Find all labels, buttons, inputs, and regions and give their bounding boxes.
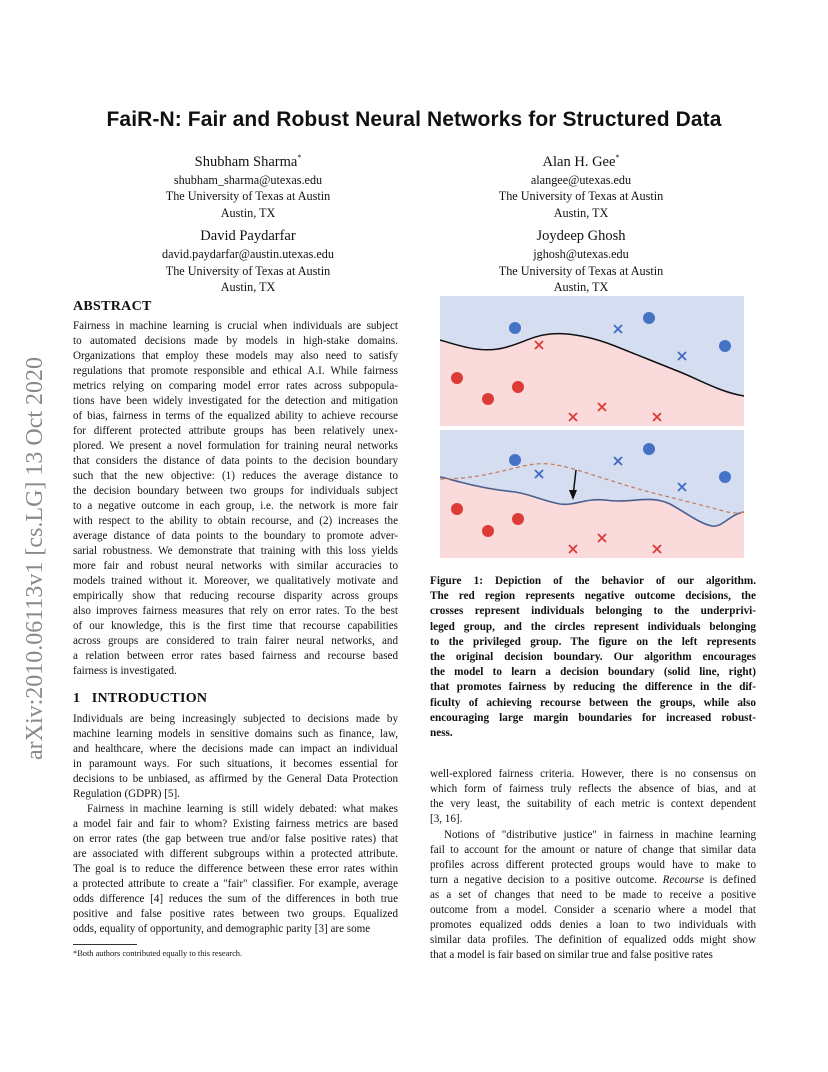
text-line: also improves fairness measures that rely on error rates. To the best	[73, 605, 398, 617]
author-affiliation: The University of Texas at Austin	[498, 189, 664, 204]
text-line: crosses represent individuals belonging to the underprivi-	[430, 605, 756, 618]
section-number: 1	[73, 691, 81, 706]
arxiv-stamp	[2, 290, 48, 760]
author-affiliation: The University of Texas at Austin	[165, 263, 331, 278]
circle-marker	[451, 503, 463, 515]
text-line: well-explored fairness criteria. However, there is no consensus on	[430, 768, 756, 780]
intro-paragraph-2	[73, 802, 398, 937]
text-line: that promotes fairness by reducing the difference in the dif-	[430, 681, 756, 694]
circle-marker	[719, 340, 731, 352]
text-line: similar data profiles. The definition of equalized odds might show	[430, 934, 756, 946]
author-location: Austin, TX	[553, 280, 609, 294]
text-line: decisions to be unbiased, as affirmed by the General Data Protection	[73, 773, 398, 785]
text-line: empirically show that reducing recourse disparity across groups	[73, 590, 398, 602]
figure-1	[430, 296, 755, 560]
circle-marker	[512, 381, 524, 393]
text-line: the model to learn a decision boundary (solid line, right)	[430, 666, 756, 679]
author-mark: *	[297, 153, 302, 162]
text-line: machine learning models in sensitive domains such as finance, law,	[73, 728, 398, 740]
text-line: such that the new objective: (1) reduces the average distance to	[73, 470, 398, 482]
author-email: david.paydarfar@austin.utexas.edu	[162, 247, 334, 261]
recourse-term: Recourse	[662, 874, 704, 886]
text-line: that considers the distance of data points to the decision boundary	[73, 455, 398, 467]
text-line: ficulty of achieving recourse between the groups, while also	[430, 696, 756, 709]
text-line: that a model is fair based on similar true and false positive rates	[430, 949, 713, 961]
text-line: odds difference [4] reduces the sum of the differences in both true	[73, 893, 398, 905]
text-line: of our knowledge, this is the first time that recourse capabilities	[73, 620, 398, 632]
figure-panel-original	[440, 296, 744, 426]
author-location: Austin, TX	[220, 205, 276, 220]
author-location: Austin, TX	[220, 280, 276, 294]
text-line: a relation between error rates based fairness and recourse based	[73, 650, 398, 662]
footnote: *Both authors contributed equally to this research.	[73, 949, 243, 958]
text-line: regulations that promote responsible and ethical A.I. While fairness	[73, 365, 398, 377]
text-line: models trained without it. Moreover, we qualitatively motivate and	[73, 575, 398, 587]
text-line: odds, equality of opportunity, and demographic parity [3] are some	[73, 923, 371, 935]
text-line: a protected attribute to create a "fair" classifier. For example, average	[73, 878, 398, 890]
author-mark: *	[615, 153, 620, 162]
author-email: jghosh@utexas.edu	[533, 247, 629, 261]
author-name: Joydeep Ghosh	[536, 228, 626, 244]
intro-paragraph-1	[73, 712, 398, 802]
text-line: ness.	[430, 727, 453, 740]
text-line: Individuals are being increasingly subjected to decisions made by	[73, 713, 398, 725]
recourse-rest: is defined	[703, 874, 756, 886]
text-line: to automated decisions made by models in high-stake domains.	[73, 335, 398, 347]
text-line: the original decision boundary. Our algorithm encourages	[430, 651, 756, 664]
text-line: positive and false positive rates between two groups. Equalized	[73, 908, 398, 920]
circle-marker	[719, 471, 731, 483]
text-line: The goal is to reduce the difference between these error rates within	[73, 863, 398, 875]
text-line: [3, 16].	[430, 813, 463, 825]
author-affiliation: The University of Texas at Austin	[165, 189, 331, 204]
text-line: across groups are considered to train fairer neural networks, and	[73, 635, 398, 647]
text-line: encouraging large margin boundaries for increased robust-	[430, 711, 756, 724]
text-line: in paramount ways. For such situations, it becomes essential for	[73, 758, 398, 770]
text-line: fairness is investigated.	[73, 665, 177, 677]
text-line: as a set of changes that need to be made to receive a positive	[430, 889, 756, 901]
text-line: of bias, fairness in terms of the equalized ability to achieve recourse	[73, 410, 398, 422]
author-email: alangee@utexas.edu	[530, 172, 632, 187]
abstract-heading: ABSTRACT	[73, 299, 152, 314]
text-line: fail to account for the amount or nature of change that similar data	[430, 844, 756, 856]
circle-marker	[509, 454, 521, 466]
circle-marker	[451, 372, 463, 384]
text-line: leged group, and the circles represent individuals belonging	[430, 620, 756, 633]
text-line: the decision boundary between two groups for individuals subject	[73, 485, 398, 497]
text-line: promotes equalized odds denies a loan to two individuals with	[430, 919, 756, 931]
text-line: with respect to the ability to obtain recourse, and (2) increases the	[73, 515, 398, 527]
author-email: shubham_sharma@utexas.edu	[173, 172, 323, 187]
section-title: INTRODUCTION	[91, 691, 208, 706]
footnote-rule	[73, 944, 137, 945]
text-line: to the privileged group. The figure on the left represents	[430, 635, 756, 648]
figure-panel-learned	[440, 430, 744, 558]
circle-marker	[482, 393, 494, 405]
text-line: outcome from a model. Consider a scenario where a model that	[430, 904, 756, 916]
circle-marker	[643, 443, 655, 455]
text-line: metrics relying on comparing model error rates across subpopula-	[73, 380, 398, 392]
text-line: Figure 1: Depiction of the behavior of our algorithm.	[430, 575, 756, 587]
text-line: average distance of data points to the boundary to promote adver-	[73, 530, 398, 542]
author-name: Alan H. Gee	[542, 153, 616, 170]
text-line: plored. We present a novel formulation for training neural networks	[73, 440, 398, 452]
author-name: David Paydarfar	[200, 228, 296, 244]
section-heading-introduction	[73, 691, 207, 707]
text-line: for different protected attribute groups has been relatively unex-	[73, 425, 398, 437]
text-line: more fair and robust neural networks with similar accuracies to	[73, 560, 398, 572]
text-line: and healthcare, where the decisions made can impact an individual	[73, 743, 398, 755]
circle-marker	[643, 312, 655, 324]
author-affiliation: The University of Texas at Austin	[498, 263, 664, 278]
text-line: Organizations that employ these models may also need to satisfy	[73, 350, 398, 362]
circle-marker	[509, 322, 521, 334]
text-line: to a negative outcome in each group, i.e. the network is more fair	[73, 500, 398, 512]
author-block	[451, 148, 711, 221]
author-location: Austin, TX	[553, 205, 609, 220]
author-name: Shubham Sharma	[194, 153, 298, 170]
text-line: are associated with different subgroups within a protected attribute.	[73, 848, 398, 860]
author-block	[118, 148, 378, 221]
text-line: turn a negative decision to a positive outcome. Recourse is defined	[430, 874, 756, 886]
text-line: Regulation (GDPR) [5].	[73, 788, 180, 800]
text-line: Fairness in machine learning is crucial when individuals are subject	[73, 320, 398, 332]
text-line: sarial robustness. We demonstrate that training with this loss yields	[73, 545, 398, 557]
text-line: profiles across different protected groups would have to make to	[430, 859, 756, 871]
text-line: the very least, the suitability of each metric is context dependent	[430, 798, 756, 810]
right-paragraph-2	[430, 828, 756, 963]
circle-marker	[512, 513, 524, 525]
paper-title: FaiR-N: Fair and Robust Neural Networks for Structured Data	[106, 108, 722, 131]
author-block	[451, 226, 711, 296]
text-line: which form of fairness truly reflects the absence of bias, and at	[430, 783, 756, 795]
figure-caption	[430, 574, 756, 741]
abstract-body	[73, 319, 398, 679]
text-line: tions have been widely investigated for the detection and mitigation	[73, 395, 398, 407]
text-line: on error rates (the gap between true and/or false positive rates) that	[73, 833, 398, 845]
text-line: a model fair and fair to whom? Existing fairness metrics are based	[73, 818, 398, 830]
text-line: Fairness in machine learning is still widely debated: what makes	[87, 803, 398, 815]
right-paragraph-1	[430, 767, 756, 827]
text-line: Notions of "distributive justice" in fairness in machine learning	[444, 829, 756, 841]
text-line: The red region represents negative outcome decisions, the	[430, 590, 756, 603]
circle-marker	[482, 525, 494, 537]
arxiv-stamp-text: arXiv:2010.06113v1 [cs.LG] 13 Oct 2020	[22, 356, 48, 760]
author-block	[118, 226, 378, 296]
